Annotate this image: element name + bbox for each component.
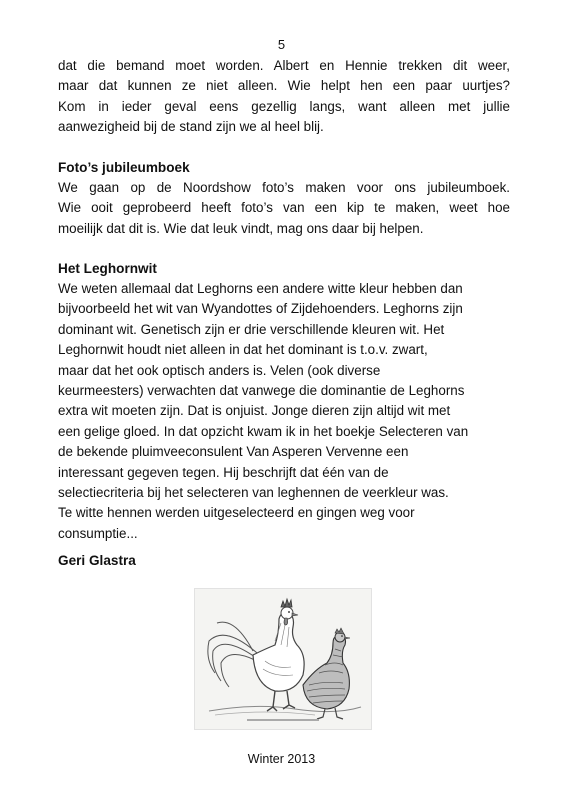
- text-line: dominant wit. Genetisch zijn er drie verschillende kleuren wit. Het: [58, 321, 445, 337]
- text-line: een gelige gloed. In dat opzicht kwam ik in het boekje Selecteren van: [58, 423, 469, 439]
- leghornwit-paragraph: [58, 279, 510, 544]
- rooster-and-hen-drawing: [195, 589, 371, 729]
- text-line: interessant gegeven tegen. Hij beschrijft dat één van de: [58, 464, 389, 480]
- author-signature: Geri Glastra: [58, 553, 136, 568]
- text-line: keurmeesters) verwachten dat vanwege die dominantie de Leghorns: [58, 383, 465, 399]
- text-line: bijvoorbeeld het wit van Wyandottes of Zijdehoenders. Leghorns zijn: [58, 301, 463, 317]
- text-line: Kom in ieder geval eens gezellig langs, want alleen met jullie: [58, 98, 510, 114]
- text-line: dat die bemand moet worden. Albert en Hennie trekken dit weer,: [58, 58, 510, 73]
- text-line: extra wit moeten zijn. Dat is onjuist. Jonge dieren zijn altijd wit met: [58, 403, 451, 419]
- text-line: maar dat het ook optisch anders is. Velen (ook diverse: [58, 362, 381, 378]
- leghorn-chickens-illustration: [194, 588, 372, 730]
- section-heading-photos: Foto’s jubileumboek: [58, 160, 190, 175]
- photos-paragraph: [58, 178, 510, 239]
- text-line: maar dat kunnen ze niet alleen. Wie helpt hen een paar uurtjes?: [58, 78, 510, 94]
- text-line: aanwezigheid bij de stand zijn we al heel blij.: [58, 119, 324, 135]
- text-line: selectiecriteria bij het selecteren van leghennen de veerkleur was.: [58, 485, 449, 501]
- intro-paragraph: [58, 56, 510, 138]
- text-line: Leghornwit houdt niet alleen in dat het dominant is t.o.v. zwart,: [58, 342, 428, 358]
- text-line: We gaan op de Noordshow foto’s maken voor ons jubileumboek.: [58, 180, 510, 195]
- section-heading-leghornwit: Het Leghornwit: [58, 261, 157, 276]
- text-line: We weten allemaal dat Leghorns een andere witte kleur hebben dan: [58, 281, 463, 296]
- text-line: de bekende pluimveeconsulent Van Asperen Vervenne een: [58, 444, 409, 460]
- page-number: 5: [277, 37, 286, 52]
- text-line: Wie ooit geprobeerd heeft foto’s van een kip te maken, weet hoe: [58, 200, 510, 216]
- page-footer: Winter 2013: [247, 752, 316, 766]
- text-line: consumptie...: [58, 525, 138, 541]
- text-line: moeilijk dat dit is. Wie dat leuk vindt, mag ons daar bij helpen.: [58, 220, 424, 236]
- text-line: Te witte hennen werden uitgeselecteerd en gingen weg voor: [58, 505, 415, 521]
